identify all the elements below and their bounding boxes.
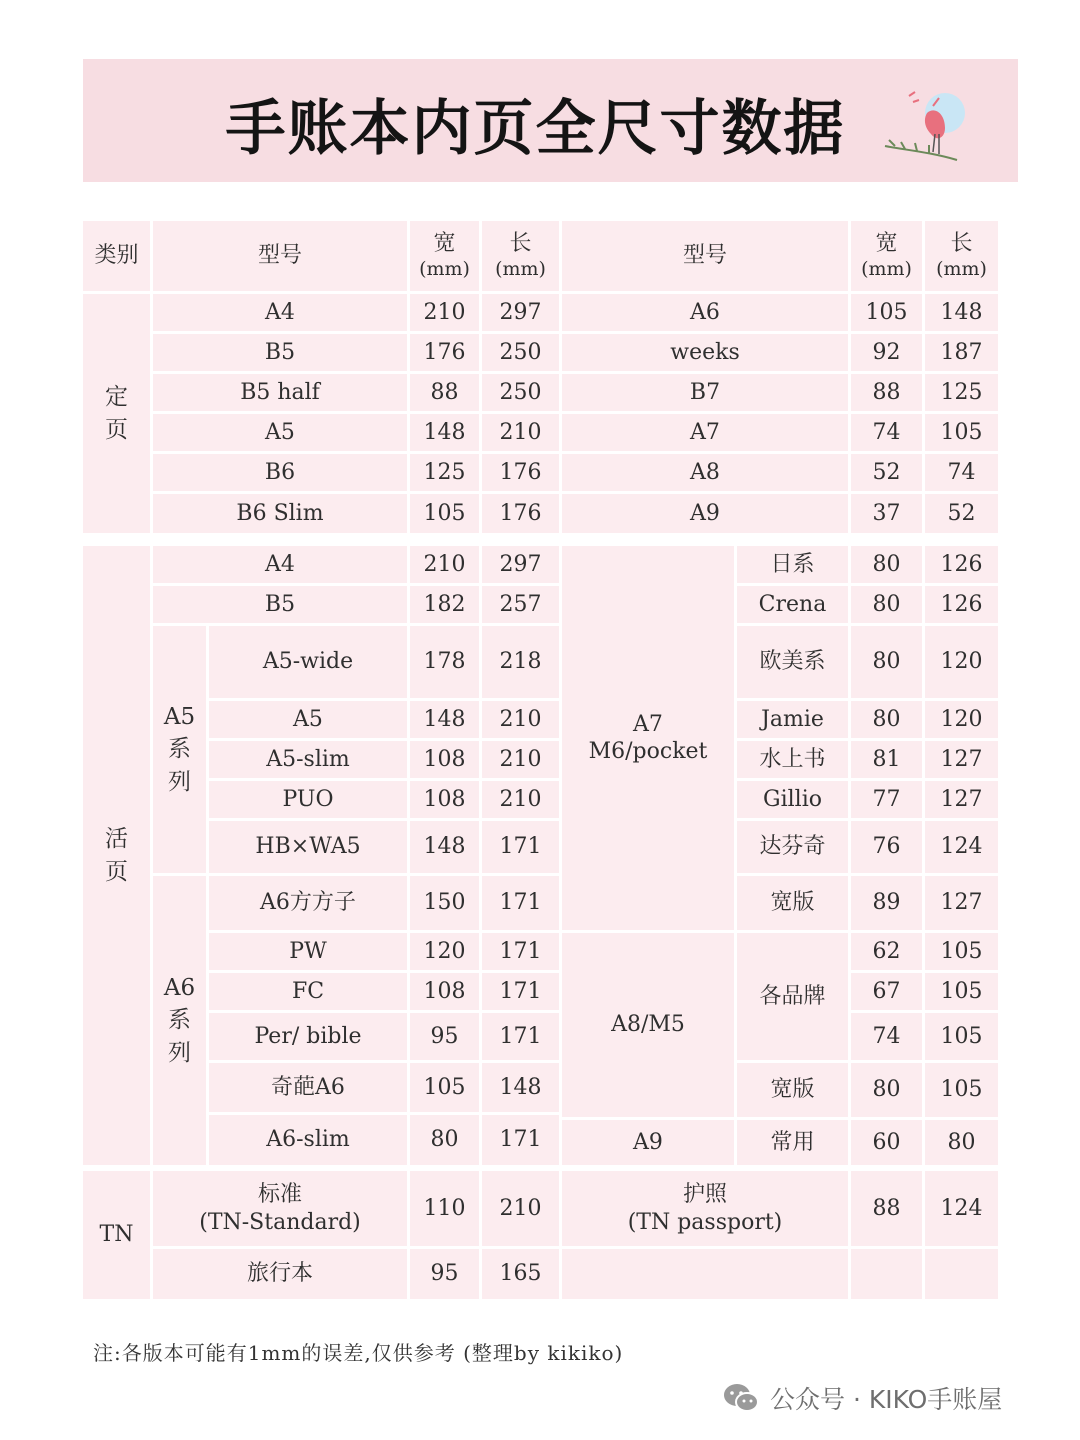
width-cell: 148 [410, 821, 482, 876]
width-cell: 81 [851, 741, 925, 781]
width-cell: 176 [410, 334, 482, 374]
length-cell: 124 [925, 821, 1001, 876]
width-cell: 95 [410, 1249, 482, 1302]
empty-cell [925, 1249, 1001, 1302]
model-cell: PW [209, 933, 410, 973]
model-cell: HB×WA5 [209, 821, 410, 876]
length-cell: 176 [482, 494, 562, 536]
length-cell: 257 [482, 586, 562, 626]
brand-cell: Gillio [737, 781, 851, 821]
group-a7: A7 M6/pocket [562, 546, 737, 933]
model-cell: A5-wide [209, 626, 410, 701]
width-cell: 108 [410, 741, 482, 781]
model-cell: B5 [153, 586, 410, 626]
width-cell: 37 [851, 494, 925, 536]
length-cell: 187 [925, 334, 1001, 374]
width-cell: 67 [851, 973, 925, 1013]
model-cell: B5 [153, 334, 410, 374]
length-cell: 171 [482, 876, 562, 933]
length-cell: 210 [482, 781, 562, 821]
width-cell: 80 [851, 701, 925, 741]
length-cell: 52 [925, 494, 1001, 536]
length-cell: 148 [482, 1063, 562, 1115]
header-length: 长 (mm) [482, 221, 562, 294]
brand-cell: Crena [737, 586, 851, 626]
length-cell: 297 [482, 294, 562, 334]
brand-cell: 达芬奇 [737, 821, 851, 876]
length-cell: 127 [925, 741, 1001, 781]
model-cell: 奇葩A6 [209, 1063, 410, 1115]
length-cell: 124 [925, 1171, 1001, 1249]
empty-cell [851, 1249, 925, 1302]
model-cell: A5-slim [209, 741, 410, 781]
width-cell: 148 [410, 701, 482, 741]
width-cell: 74 [851, 1013, 925, 1063]
header-length-2: 长 (mm) [925, 221, 1001, 294]
brand-cell: 宽版 [737, 876, 851, 933]
length-cell: 127 [925, 876, 1001, 933]
model-cell: B6 Slim [153, 494, 410, 536]
width-cell: 110 [410, 1171, 482, 1249]
model-cell: 护照 (TN passport) [562, 1171, 851, 1249]
length-cell: 105 [925, 414, 1001, 454]
length-cell: 126 [925, 546, 1001, 586]
brand-cell: 常用 [737, 1120, 851, 1168]
model-cell: B5 half [153, 374, 410, 414]
page-title: 手账本内页全尺寸数据 [225, 94, 846, 164]
width-cell: 52 [851, 454, 925, 494]
length-cell: 210 [482, 414, 562, 454]
width-cell: 105 [851, 294, 925, 334]
length-cell: 125 [925, 374, 1001, 414]
group-a8: A8/M5 [562, 933, 737, 1120]
group-a9: A9 [562, 1120, 737, 1168]
model-cell: A9 [562, 494, 851, 536]
length-cell: 74 [925, 454, 1001, 494]
width-cell: 62 [851, 933, 925, 973]
header-width-2: 宽 (mm) [851, 221, 925, 294]
width-cell: 88 [851, 374, 925, 414]
model-cell: B6 [153, 454, 410, 494]
length-cell: 218 [482, 626, 562, 701]
width-cell: 80 [851, 626, 925, 701]
width-cell: 80 [851, 586, 925, 626]
length-cell: 210 [482, 1171, 562, 1249]
width-cell: 148 [410, 414, 482, 454]
watermark-text: 公众号 · KIKO手账屋 [770, 1385, 1003, 1414]
category-tn: TN [83, 1171, 153, 1302]
width-cell: 210 [410, 294, 482, 334]
width-cell: 77 [851, 781, 925, 821]
length-cell: 165 [482, 1249, 562, 1302]
length-cell: 171 [482, 973, 562, 1013]
length-cell: 120 [925, 701, 1001, 741]
length-cell: 105 [925, 1063, 1001, 1120]
length-cell: 210 [482, 741, 562, 781]
length-cell: 120 [925, 626, 1001, 701]
length-cell: 126 [925, 586, 1001, 626]
length-cell: 171 [482, 1115, 562, 1168]
empty-cell [562, 1249, 851, 1302]
model-cell: A6 [562, 294, 851, 334]
model-cell: FC [209, 973, 410, 1013]
length-cell: 105 [925, 1013, 1001, 1063]
model-cell: A6-slim [209, 1115, 410, 1168]
watermark [722, 1378, 1002, 1418]
brand-cell: 欧美系 [737, 626, 851, 701]
length-cell: 250 [482, 374, 562, 414]
width-cell: 105 [410, 494, 482, 536]
model-cell: A7 [562, 414, 851, 454]
brand-cell: 水上书 [737, 741, 851, 781]
length-cell: 171 [482, 933, 562, 973]
length-cell: 171 [482, 1013, 562, 1063]
model-cell: A4 [153, 546, 410, 586]
model-cell: 旅行本 [153, 1249, 410, 1302]
width-cell: 76 [851, 821, 925, 876]
width-cell: 150 [410, 876, 482, 933]
width-cell: 92 [851, 334, 925, 374]
width-cell: 60 [851, 1120, 925, 1168]
brand-cell: Jamie [737, 701, 851, 741]
width-cell: 182 [410, 586, 482, 626]
group-a6: A6 系 列 [153, 876, 209, 1168]
brand-cell: 各品牌 [737, 933, 851, 1063]
width-cell: 89 [851, 876, 925, 933]
width-cell: 95 [410, 1013, 482, 1063]
width-cell: 108 [410, 781, 482, 821]
length-cell: 127 [925, 781, 1001, 821]
width-cell: 178 [410, 626, 482, 701]
width-cell: 88 [410, 374, 482, 414]
width-cell: 80 [851, 546, 925, 586]
header-model: 型号 [153, 221, 410, 294]
footnote: 注:各版本可能有1mm的误差,仅供参考 (整理by kikiko) [93, 1341, 624, 1365]
model-cell: A5 [209, 701, 410, 741]
size-table [83, 221, 1001, 1302]
category-fixed: 定 页 [83, 294, 153, 536]
model-cell: A5 [153, 414, 410, 454]
width-cell: 80 [410, 1115, 482, 1168]
length-cell: 297 [482, 546, 562, 586]
model-cell: PUO [209, 781, 410, 821]
length-cell: 105 [925, 933, 1001, 973]
header-category: 类别 [83, 221, 153, 294]
brand-cell: 宽版 [737, 1063, 851, 1120]
header-model-2: 型号 [562, 221, 851, 294]
length-cell: 80 [925, 1120, 1001, 1168]
width-cell: 105 [410, 1063, 482, 1115]
width-cell: 125 [410, 454, 482, 494]
length-cell: 210 [482, 701, 562, 741]
model-cell: Per/ bible [209, 1013, 410, 1063]
model-cell: A4 [153, 294, 410, 334]
length-cell: 105 [925, 973, 1001, 1013]
width-cell: 88 [851, 1171, 925, 1249]
model-cell: weeks [562, 334, 851, 374]
model-cell: B7 [562, 374, 851, 414]
group-a5: A5 系 列 [153, 626, 209, 876]
model-cell: A8 [562, 454, 851, 494]
width-cell: 120 [410, 933, 482, 973]
length-cell: 148 [925, 294, 1001, 334]
model-cell: 标准 (TN-Standard) [153, 1171, 410, 1249]
length-cell: 176 [482, 454, 562, 494]
wechat-icon [722, 1382, 760, 1414]
width-cell: 74 [851, 414, 925, 454]
width-cell: 210 [410, 546, 482, 586]
category-loose: 活 页 [83, 546, 153, 1168]
length-cell: 250 [482, 334, 562, 374]
width-cell: 80 [851, 1063, 925, 1120]
width-cell: 108 [410, 973, 482, 1013]
header-width: 宽 (mm) [410, 221, 482, 294]
bird-icon [875, 76, 965, 171]
brand-cell: 日系 [737, 546, 851, 586]
length-cell: 171 [482, 821, 562, 876]
model-cell: A6方方子 [209, 876, 410, 933]
